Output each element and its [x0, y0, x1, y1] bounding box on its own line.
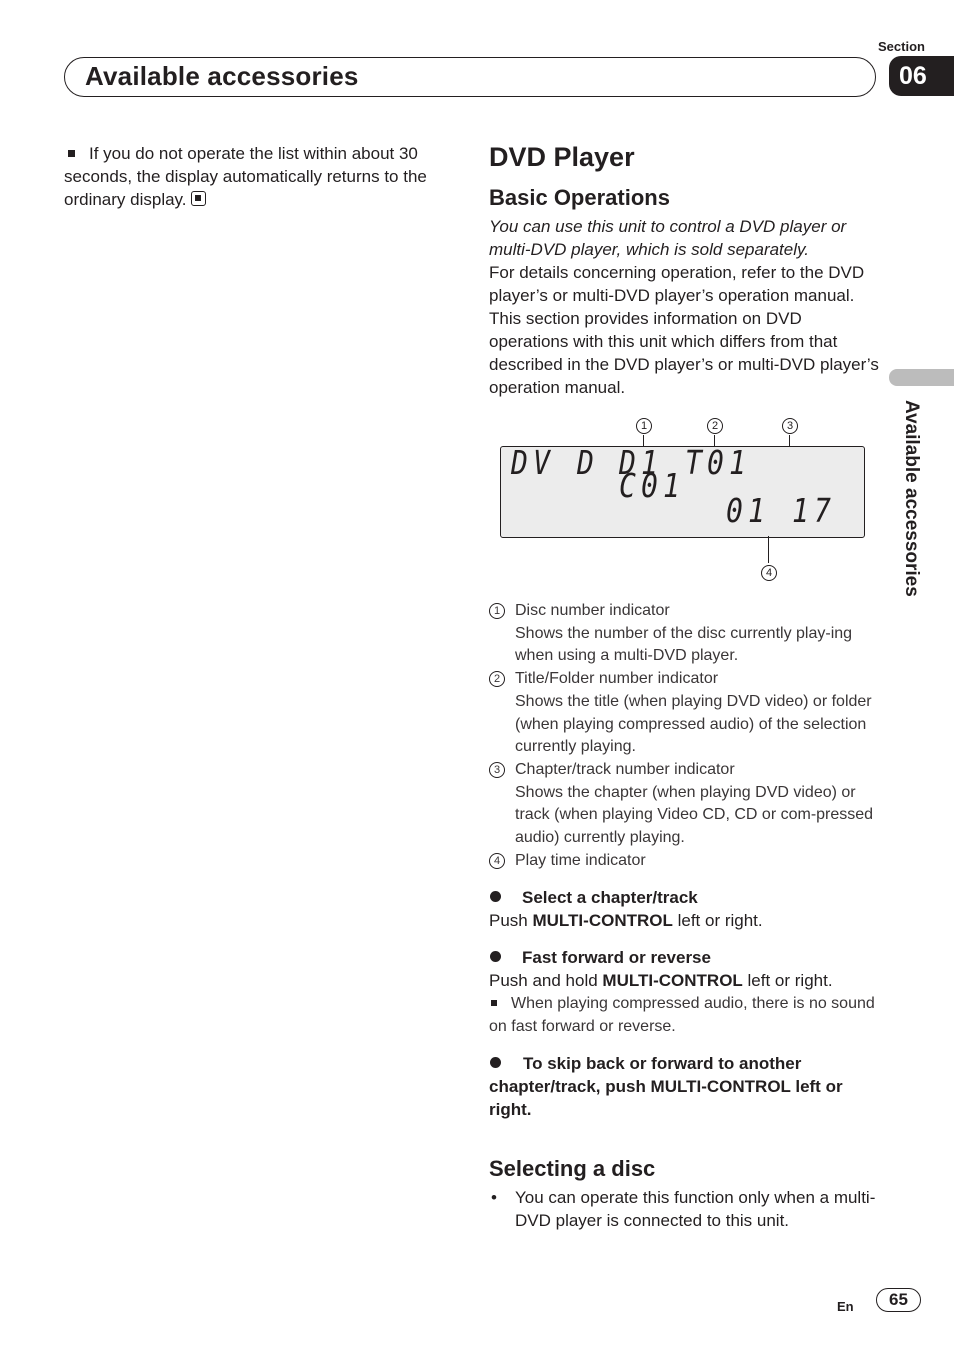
callout-1: 1: [636, 418, 652, 434]
section-label: Section: [878, 39, 925, 54]
side-tab-label: Available accessories: [901, 400, 922, 597]
intro-text: For details concerning operation, refer to the DVD player’s or multi-DVD player’s operation manual. This section provides information on DVD operations with this unit which differs from that described in the DVD player’s or multi-DVD player’s operation manual.: [489, 263, 879, 397]
select-track-text: Push MULTI-CONTROL left or right.: [489, 911, 763, 931]
lcd-info-text: D1 T01 C01: [619, 443, 751, 505]
section-number: 06: [889, 56, 954, 96]
small-bullet-icon: •: [491, 1188, 497, 1208]
left-column: [64, 142, 449, 211]
intro-italic: You can use this unit to control a DVD player or multi-DVD player, which is sold separately.: [489, 217, 847, 259]
legend-item-4: 4 Play time indicator: [489, 850, 884, 873]
lcd-source-text: DV D: [511, 443, 599, 482]
bullet-dot-icon: [489, 946, 522, 969]
language-label: En: [837, 1299, 854, 1314]
dvd-player-heading: DVD Player: [489, 142, 635, 172]
note-square-icon: [491, 1000, 497, 1006]
callout-2: 2: [707, 418, 723, 434]
fast-forward-text: Push and hold MULTI-CONTROL left or right.: [489, 971, 833, 991]
side-tab-marker: [889, 369, 954, 386]
end-mark-icon: [191, 191, 206, 206]
page-title: Available accessories: [85, 61, 359, 91]
selecting-disc-bullet: • You can operate this function only when a multi-DVD player is connected to this unit.: [491, 1188, 876, 1231]
right-column: [489, 140, 884, 1232]
select-track-heading: Select a chapter/track: [489, 886, 884, 909]
note-paragraph: If you do not operate the list within about 30 seconds, the display automatically returns to the ordinary display.: [64, 144, 427, 209]
leader-line-4: [768, 536, 769, 563]
bullet-dot-icon: [489, 1054, 523, 1073]
display-figure: [489, 408, 869, 586]
callout-4: 4: [761, 565, 777, 581]
page-number: 65: [876, 1288, 921, 1312]
legend-item-2: 2 Title/Folder number indicator Shows the title (when playing DVD video) or folder (when playing compressed audio) of the selection currently playing.: [489, 668, 884, 759]
bullet-dot-icon: [489, 886, 522, 909]
lcd-time-text: 01 17: [726, 491, 836, 530]
callout-3: 3: [782, 418, 798, 434]
lcd-display: [500, 443, 865, 538]
basic-operations-heading: Basic Operations: [489, 185, 670, 210]
note-square-icon: [68, 150, 75, 157]
fast-forward-note: When playing compressed audio, there is no sound on fast forward or reverse.: [489, 995, 875, 1036]
legend-item-1: 1 Disc number indicator Shows the number of the disc currently play-ing when using a multi-DVD player.: [489, 600, 884, 668]
header-bar: [64, 57, 876, 97]
skip-instruction: To skip back or forward to another chapter/track, push MULTI-CONTROL left or right.: [489, 1054, 843, 1120]
selecting-disc-heading: Selecting a disc: [489, 1156, 656, 1182]
legend-item-3: 3 Chapter/track number indicator Shows the chapter (when playing DVD video) or track (when playing Video CD, CD or com-pressed audio) currently playing.: [489, 759, 884, 850]
fast-forward-heading: Fast forward or reverse: [489, 946, 884, 969]
